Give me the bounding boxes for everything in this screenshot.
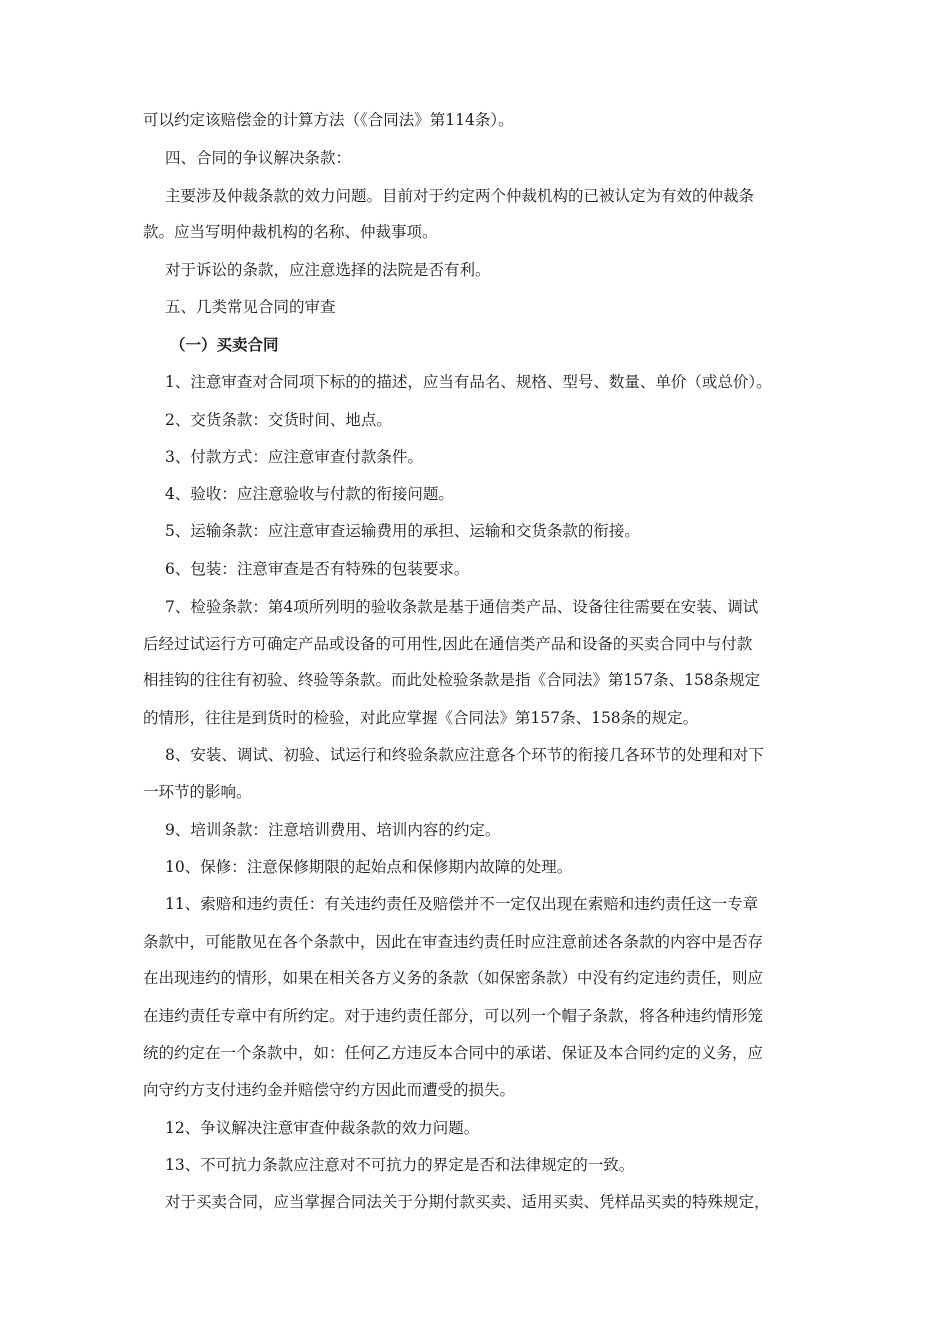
paragraph-line: 可以约定该赔偿金的计算方法（《合同法》第114条）。 (143, 111, 514, 129)
list-item: 8、安装、调试、初验、试运行和终验条款应注意各个环节的衔接几各环节的处理和对下 (165, 746, 764, 764)
section-heading: 五、几类常见合同的审查 (165, 298, 336, 316)
paragraph-line: 相挂钩的往往有初验、终验等条款。而此处检验条款是指《合同法》第157条、158条规定 (143, 671, 761, 689)
list-item: 1、注意审查对合同项下标的的描述，应当有品名、规格、型号、数量、单价（或总价）。 (165, 373, 772, 391)
list-item: 10、保修：注意保修期限的起始点和保修期内故障的处理。 (165, 858, 573, 876)
paragraph-line: 向守约方支付违约金并赔偿守约方因此而遭受的损失。 (143, 1081, 516, 1099)
list-item: 4、验收：应注意验收与付款的衔接问题。 (165, 485, 454, 503)
list-item: 3、付款方式：应注意审查付款条件。 (165, 448, 423, 466)
paragraph-line: 款。应当写明仲裁机构的名称、仲裁事项。 (143, 223, 438, 241)
list-item: 11、索赔和违约责任：有关违约责任及赔偿并不一定仅出现在索赔和违约责任这一专章 (165, 895, 759, 913)
paragraph-line: 的情形，往往是到货时的检验，对此应掌握《合同法》第157条、158条的规定。 (143, 709, 699, 727)
subsection-heading: （一）买卖合同 (170, 335, 279, 354)
paragraph-line: 主要涉及仲裁条款的效力问题。目前对于约定两个仲裁机构的已被认定为有效的仲裁条 (165, 187, 755, 205)
section-heading: 四、合同的争议解决条款： (165, 149, 352, 167)
paragraph-line: 后经过试运行方可确定产品或设备的可用性,因此在通信类产品和设备的买卖合同中与付款 (143, 635, 753, 653)
paragraph-line: 在出现违约的情形，如果在相关各方义务的条款（如保密条款）中没有约定违约责任，则应 (143, 969, 764, 987)
paragraph-line: 对于诉讼的条款，应注意选择的法院是否有利。 (165, 261, 491, 279)
paragraph-line: 条款中，可能散见在各个条款中，因此在审查违约责任时应注意前述各条款的内容中是否存 (143, 933, 764, 951)
list-item: 12、争议解决注意审查仲裁条款的效力问题。 (165, 1119, 480, 1137)
list-item: 5、运输条款：应注意审查运输费用的承担、运输和交货条款的衔接。 (165, 522, 640, 540)
list-item: 13、不可抗力条款应注意对不可抗力的界定是否和法律规定的一致。 (165, 1156, 635, 1174)
list-item: 6、包装：注意审查是否有特殊的包装要求。 (165, 560, 470, 578)
paragraph-line: 统的约定在一个条款中，如：任何乙方违反本合同中的承诺、保证及本合同约定的义务，应 (143, 1044, 764, 1062)
list-item: 2、交货条款：交货时间、地点。 (165, 411, 392, 429)
list-item: 7、检验条款：第4项所列明的验收条款是基于通信类产品、设备往往需要在安装、调试 (165, 598, 759, 616)
paragraph-line: 对于买卖合同，应当掌握合同法关于分期付款买卖、适用买卖、凭样品买卖的特殊规定， (165, 1193, 770, 1211)
paragraph-line: 一环节的影响。 (143, 783, 252, 801)
paragraph-line: 在违约责任专章中有所约定。对于违约责任部分，可以列一个帽子条款，将各种违约情形笼 (143, 1007, 764, 1025)
list-item: 9、培训条款：注意培训费用、培训内容的约定。 (165, 821, 501, 839)
